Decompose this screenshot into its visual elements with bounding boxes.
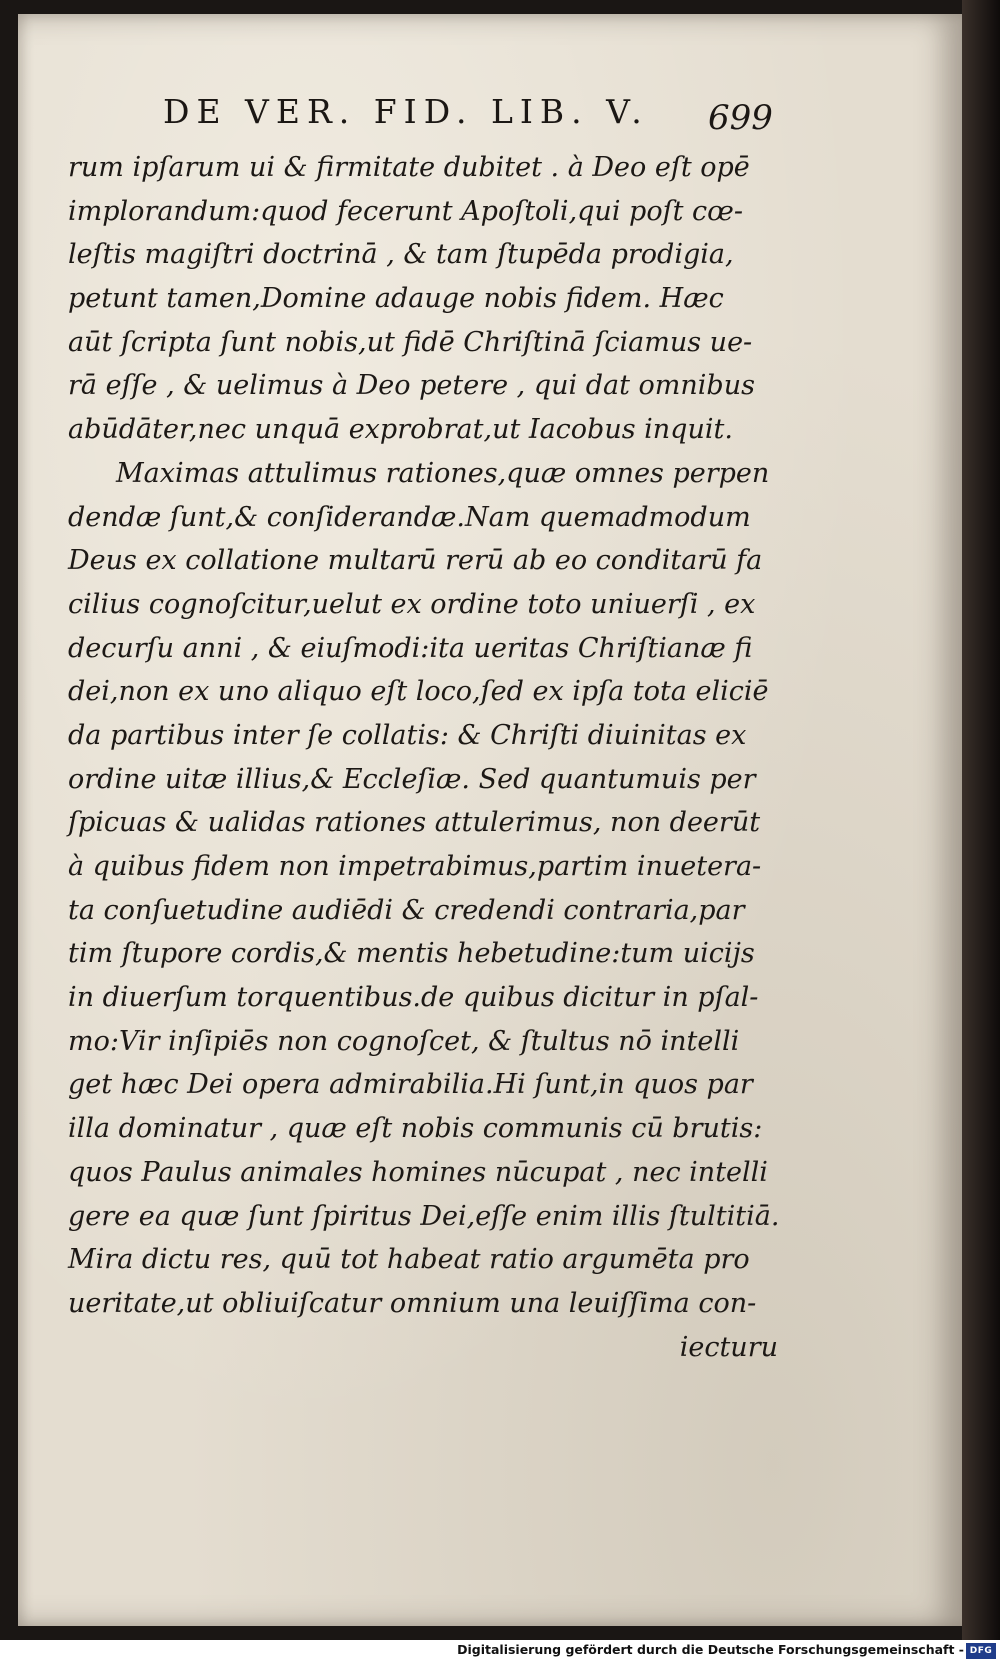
text-line: get hæc Dei opera admirabilia.Hi ſunt,in quos par xyxy=(68,1069,753,1101)
text-line: illa dominatur , quæ eſt nobis communis cū brutis: xyxy=(68,1113,763,1145)
text-line: decurſu anni , & eiuſmodi:ita ueritas Chriſtianæ fi xyxy=(68,632,753,664)
text-line: ſpicuas & ualidas rationes attulerimus, non deerūt xyxy=(68,807,761,839)
page-number: 699 xyxy=(708,98,773,138)
text-line: petunt tamen,Domine adauge nobis fidem. Hæc xyxy=(68,283,724,315)
text-line: aūt ſcripta ſunt nobis,ut fidē Chriſtinā ſciamus ue- xyxy=(68,326,753,358)
text-line: ueritate,ut obliuiſcatur omnium una leuiſſima con- xyxy=(68,1287,757,1319)
text-line: rā eſſe , & uelimus à Deo petere , qui dat omnibus xyxy=(68,370,755,402)
text-line: implorandum:quod fecerunt Apoſtoli,qui poſt cœ- xyxy=(68,195,743,227)
text-line: Mira dictu res, quū tot habeat ratio argumēta pro xyxy=(68,1244,750,1276)
book-page xyxy=(18,14,962,1626)
body-text xyxy=(68,146,778,1369)
text-line: dendæ ſunt,& conſiderandæ.Nam quemadmodum xyxy=(68,501,751,533)
text-line: à quibus fidem non impetrabimus,partim inuetera- xyxy=(68,851,762,882)
text-line: tim ſtupore cordis,& mentis hebetudine:tum uicijs xyxy=(68,938,755,970)
text-line: ordine uitæ illius,& Eccleſiæ. Sed quantumuis per xyxy=(68,763,756,795)
running-head: DE VER. FID. LIB. V. xyxy=(163,92,649,131)
text-line: Deus ex collatione multarū rerū ab eo conditarū fa xyxy=(68,545,763,577)
page-header xyxy=(163,92,783,142)
text-line: mo:Vir inſipiēs non cognoſcet, & ſtultus nō intelli xyxy=(68,1025,740,1057)
text-line: abūdāter,nec unquā exprobrat,ut Iacobus inquit. xyxy=(68,414,733,446)
text-line: cilius cognoſcitur,uelut ex ordine toto uniuerſi , ex xyxy=(68,588,756,620)
book-binding-edge xyxy=(962,0,1000,1640)
text-line: da partibus inter ſe collatis: & Chriſti diuinitas ex xyxy=(68,719,747,751)
footer-bar xyxy=(0,1640,1000,1661)
text-line: quos Paulus animales homines nūcupat , nec intelli xyxy=(68,1156,768,1188)
catchword: iecturu xyxy=(679,1331,778,1363)
text-line: rum ipſarum ui & firmitate dubitet . à Deo eſt opē xyxy=(68,152,750,183)
text-line: dei,non ex uno aliquo eſt loco,ſed ex ipſa tota eliciē xyxy=(68,676,769,708)
text-line: gere ea quæ ſunt ſpiritus Dei,eſſe enim illis ſtultitiā. xyxy=(68,1200,780,1232)
dfg-logo-icon: DFG xyxy=(966,1643,996,1659)
text-line: Maximas attulimus rationes,quæ omnes perpen xyxy=(116,457,770,489)
text-line: in diuerſum torquentibus.de quibus dicitur in pſal- xyxy=(68,982,759,1014)
text-line: ta conſuetudine audiēdi & credendi contraria,par xyxy=(68,894,745,926)
funding-notice: Digitalisierung gefördert durch die Deutsche Forschungsgemeinschaft - xyxy=(457,1642,964,1657)
text-line: leſtis magiſtri doctrinā , & tam ſtupēda prodigia, xyxy=(68,239,734,271)
